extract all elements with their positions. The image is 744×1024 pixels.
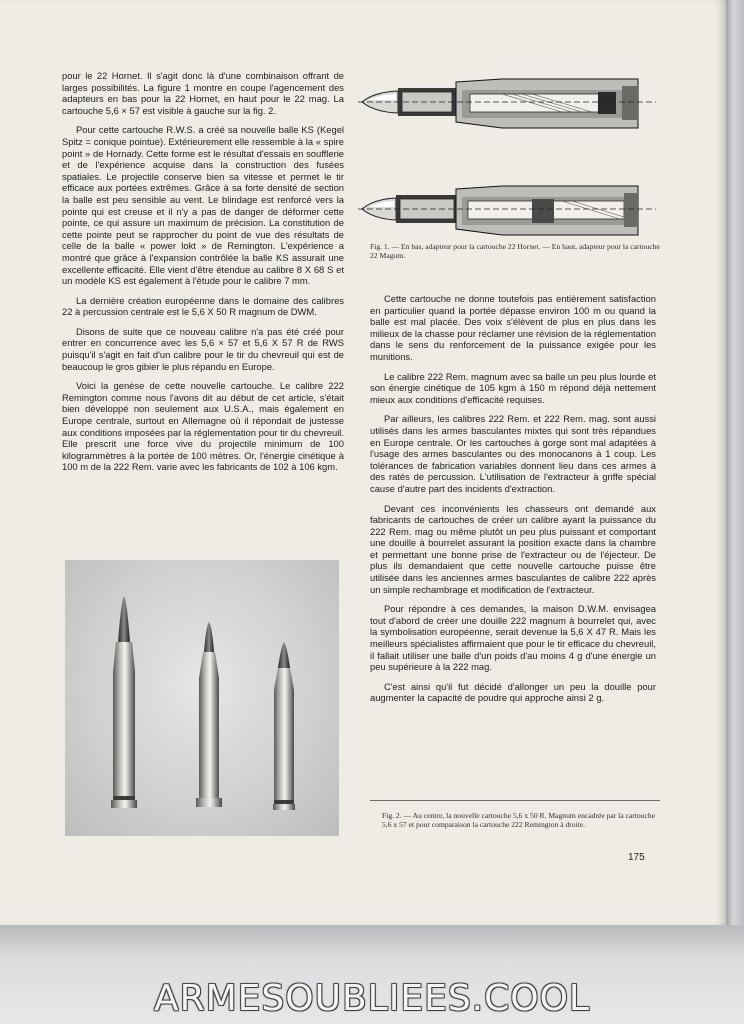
cartridge-222-remington: [273, 642, 295, 810]
page-edge: [726, 0, 744, 930]
paragraph: C'est ainsi qu'il fut décidé d'allonger un peu la douille pour augmenter la capacité de poudre qui approche ainsi 2 g.: [370, 680, 656, 704]
paragraph: La dernière création européenne dans le domaine des calibres 22 à percussion centrale est le 5,6 X 50 R magnum de DWM.: [62, 294, 344, 318]
cartridge-5-6x57: [111, 596, 137, 808]
left-text-column: [62, 70, 344, 481]
paragraph: Pour cette cartouche R.W.S. a créé sa nouvelle balle KS (Kegel Spitz = conique pointue). Extérieurement elle ressemble à la « spire point » de Hornady. Cette forme est le résultat d'essais en soufflerie et de l'expérience acquise dans la construction des fusées spatiales. Le projectile conserve bien sa vitesse et permet le tir efficace aux portées extrêmes. Grâce à sa forte densité de section la balle est peu sensible au vent. Le blindage est renforcé vers la pointe qui est creuse et il n'y a pas de danger de déformer cette pointe, ce qui assure un maximum de précision. La constitution de cette pointe peut se rapprocher du point de vue des résultats de celle de la balle « power lokt » de Remington. L'expérience a montré que grâce à l'expansion contrôlée la balle KS assurait une excellente efficacité. Elle vient d'être étendue au calibre 8 X 68 S et un modèle KS est également à l'étude pour le calibre 7 mm.: [62, 124, 344, 287]
paragraph: Cette cartouche ne donne toutefois pas entièrement satisfaction en particulier quand la portée dépasse environ 100 m ou quand la balle est mal placée. Des voix s'élèvent de plus en plus dans les milieux de la chasse pour réclamer une révision de la réglementation dans le sens du renforcement de la puissance exigée pour les munitions.: [370, 293, 656, 362]
right-text-column: [370, 293, 656, 712]
cartridge-5-6x50r-magnum: [196, 622, 222, 807]
paragraph: Disons de suite que ce nouveau calibre n'a pas été créé pour entrer en concurrence avec les 5,6 × 57 et 5,6 X 57 R de RWS puisqu'il s'agit en fait d'un calibre pour le tir du chevreuil qui est de beaucoup le gros gibier le plus répandu en Europe.: [62, 325, 344, 372]
paragraph: pour le 22 Hornet. Il s'agit donc là d'une combinaison offrant de larges possibilités. La figure 1 montre en coupe l'agencement des adapteurs en bas pour la 22 Hornet, en haut pour le 22 mag. La cartouche 5,6 × 57 est visible à gauche sur la fig. 2.: [62, 70, 344, 116]
site-watermark: ARMESOUBLIEES.COOL: [153, 978, 590, 1019]
paragraph: Devant ces inconvénients les chasseurs ont demandé aux fabricants de cartouches de créer un calibre ayant la puissance du 222 Rem. mag ou même plutôt un peu plus puissant et comportant une douille à bourrelet assurant la position exacte dans la chambre et permettant une bonne prise de l'extracteur ou de l'éjecteur. De plus ils demandaient que cette nouvelle cartouche puisse être utilisée dans les anciennes armes basculantes de calibre 222 après un simple rechambrage et modification de l'extracteur.: [370, 502, 656, 595]
caption-divider: [370, 800, 660, 801]
figure1-caption: Fig. 1. — En bas, adapteur pour la cartouche 22 Hornet. — En haut, adapteur pour la cartouche 22 Magum.: [370, 242, 660, 260]
figure2-caption: Fig. 2. — Au centre, la nouvelle cartouche 5,6 x 50 R. Magnum encadrée par la cartouche 5,6 x 57 et pour comparaison la cartouche 222 Remington à droite.: [382, 811, 656, 829]
figure2-cartridges-photo: [65, 560, 339, 836]
paragraph: Par ailleurs, les calibres 222 Rem. et 222 Rem. mag. sont aussi utilisés dans les armes basculantes mixtes qui sont très répandues en Europe centrale. Or les cartouches à gorge sont mal adaptées à l'usage des armes basculantes ou des monocanons à 1 coup. Les tolérances de fabrication variables donnent lieu dans ces armes à des ratés de percussion. L'utilisation de l'extracteur à griffe spécial cause d'autre part des incidents d'extraction.: [370, 413, 656, 494]
page-number: 175: [628, 852, 645, 863]
paragraph: Voici la genèse de cette nouvelle cartouche. Le calibre 222 Remington comme nous l'avons dit au début de cet article, s'était bien développé non seulement aux U.S.A., mais également en Europe centrale, surtout en Allemagne où il répondait de justesse aux conditions imposées par la réglementation pour tir du chevreuil. Elle prescrit une force vive du projectile minimum de 100 kilogrammètres à la portée de 100 mètres. Or, l'énergie cinétique à 100 m de la 222 Rem. varie avec les fabricants de 102 à 106 kgm.: [62, 380, 344, 473]
paragraph: Le calibre 222 Rem. magnum avec sa balle un peu plus lourde et son énergie cinétique de 105 kgm à 150 m répond déjà nettement mieux aux conditions d'efficacité requises.: [370, 370, 656, 405]
paragraph: Pour répondre à ces demandes, la maison D.W.M. envisagea tout d'abord de créer une douille 222 magnum à bourrelet qui, avec la symbolisation européenne, serait devenue la 5,6 X 47 R. Mais les meilleurs spécialistes affirmaient que pour le tir efficace du chevreuil, il fallait utiliser une balle d'un poids d'au moins 4 g d'une énergie un peu supérieure à la 222 mag.: [370, 603, 656, 673]
